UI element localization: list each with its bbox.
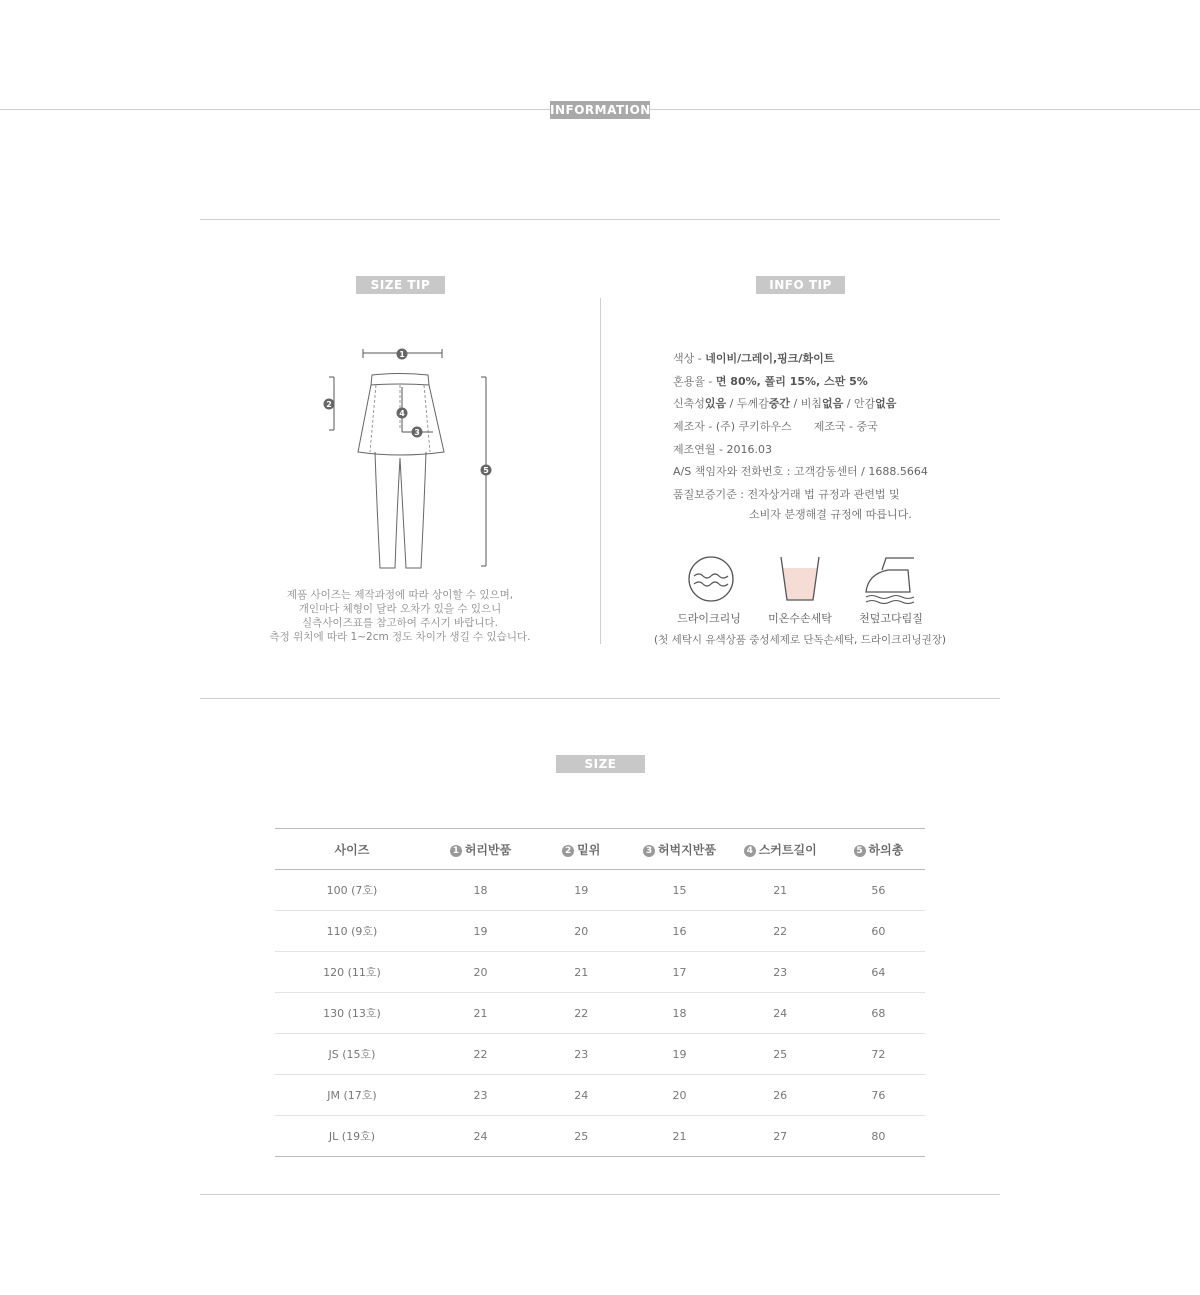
measure-cell: 16	[630, 911, 728, 952]
measure-cell: 24	[532, 1075, 630, 1116]
info-warranty: 품질보증기준 : 전자상거래 법 규정과 관련법 및	[673, 488, 900, 501]
measure-cell: 23	[429, 1075, 532, 1116]
size-note-line: 실측사이즈표를 참고하여 주시기 바랍니다.	[302, 617, 498, 629]
size-cell: JM (17호)	[275, 1075, 429, 1116]
info-date: 제조연월 - 2016.03	[673, 443, 772, 456]
iron-icon	[862, 554, 918, 604]
table-row	[275, 870, 925, 911]
marker-4: 4	[399, 409, 405, 418]
measure-cell: 20	[630, 1075, 728, 1116]
measure-cell: 20	[532, 911, 630, 952]
measure-cell: 19	[429, 911, 532, 952]
section-divider-2	[200, 698, 1000, 699]
measure-cell: 72	[832, 1034, 925, 1075]
table-header-row	[275, 829, 925, 870]
marker-3: 3	[414, 428, 420, 437]
header-waist: 1 허리반품	[429, 829, 532, 870]
size-note-line: 제품 사이즈는 제작과정에 따라 상이할 수 있으며,	[286, 589, 514, 601]
measure-cell: 25	[532, 1116, 630, 1157]
size-cell: 130 (13호)	[275, 993, 429, 1034]
size-cell: 120 (11호)	[275, 952, 429, 993]
measure-cell: 15	[630, 870, 728, 911]
care-label-iron: 천덮고다림질	[859, 612, 923, 625]
measure-cell: 68	[832, 993, 925, 1034]
measure-cell: 18	[630, 993, 728, 1034]
size-tip-badge: SIZE TIP	[356, 276, 445, 294]
size-table	[275, 828, 925, 1157]
measure-cell: 22	[532, 993, 630, 1034]
info-as: A/S 책임자와 전화번호 : 고객감동센터 / 1688.5664	[673, 465, 928, 478]
measure-cell: 80	[832, 1116, 925, 1157]
measure-cell: 17	[630, 952, 728, 993]
pants-size-diagram	[300, 340, 510, 580]
measure-cell: 20	[429, 952, 532, 993]
size-note	[230, 588, 570, 644]
measure-cell: 60	[832, 911, 925, 952]
marker-2: 2	[326, 400, 332, 409]
measure-cell: 76	[832, 1075, 925, 1116]
measure-cell: 21	[729, 870, 832, 911]
info-tip-badge: INFO TIP	[756, 276, 845, 294]
header-skirt-length: 4 스커트길이	[729, 829, 832, 870]
measure-cell: 24	[429, 1116, 532, 1157]
header-rise: 2 밑위	[532, 829, 630, 870]
table-row	[275, 1034, 925, 1075]
care-label-hand-wash: 미온수손세탁	[768, 612, 832, 625]
measure-cell: 18	[429, 870, 532, 911]
measure-cell: 22	[729, 911, 832, 952]
size-cell: JL (19호)	[275, 1116, 429, 1157]
measure-cell: 19	[532, 870, 630, 911]
column-divider	[600, 298, 601, 644]
info-maker: 제조자 - (주) 쿠키하우스 제조국 - 중국	[673, 420, 878, 433]
size-badge: SIZE	[556, 755, 645, 773]
size-cell: 110 (9호)	[275, 911, 429, 952]
table-row	[275, 993, 925, 1034]
table-row	[275, 1116, 925, 1157]
info-features: 신축성있음 / 두께감중간 / 비침없음 / 안감없음	[673, 397, 897, 410]
measure-cell: 19	[630, 1034, 728, 1075]
table-row	[275, 911, 925, 952]
size-cell: JS (15호)	[275, 1034, 429, 1075]
measure-cell: 64	[832, 952, 925, 993]
table-row	[275, 952, 925, 993]
measure-cell: 21	[429, 993, 532, 1034]
measure-cell: 26	[729, 1075, 832, 1116]
size-note-line: 개인마다 체형이 달라 오차가 있을 수 있으니	[298, 603, 502, 615]
marker-1: 1	[399, 350, 405, 359]
measure-cell: 24	[729, 993, 832, 1034]
header-size: 사이즈	[275, 829, 429, 870]
info-warranty-2: 소비자 분쟁해결 규정에 따릅니다.	[749, 508, 912, 521]
section-divider-1	[200, 219, 1000, 220]
measure-cell: 21	[532, 952, 630, 993]
measure-cell: 27	[729, 1116, 832, 1157]
measure-cell: 23	[729, 952, 832, 993]
care-note: (첫 세탁시 유색상품 중성세제로 단독손세탁, 드라이크리닝권장)	[654, 634, 946, 646]
info-color: 색상 - 네이비/그레이,핑크/화이트	[673, 352, 835, 365]
measure-cell: 22	[429, 1034, 532, 1075]
dry-clean-icon	[686, 554, 736, 604]
hand-wash-icon	[778, 554, 822, 604]
table-row	[275, 1075, 925, 1116]
info-fabric: 혼용율 - 면 80%, 폴리 15%, 스판 5%	[673, 375, 868, 388]
measure-cell: 21	[630, 1116, 728, 1157]
header-total-length: 5 하의총	[832, 829, 925, 870]
bottom-divider	[200, 1194, 1000, 1195]
measure-cell: 23	[532, 1034, 630, 1075]
size-note-line: 측정 위치에 따라 1~2cm 정도 차이가 생길 수 있습니다.	[269, 631, 531, 643]
care-label-dry-clean: 드라이크리닝	[677, 612, 741, 625]
measure-cell: 56	[832, 870, 925, 911]
header-thigh: 3 허벅지반품	[630, 829, 728, 870]
measure-cell: 25	[729, 1034, 832, 1075]
information-badge: INFORMATION	[550, 103, 651, 117]
size-cell: 100 (7호)	[275, 870, 429, 911]
marker-5: 5	[483, 466, 489, 475]
